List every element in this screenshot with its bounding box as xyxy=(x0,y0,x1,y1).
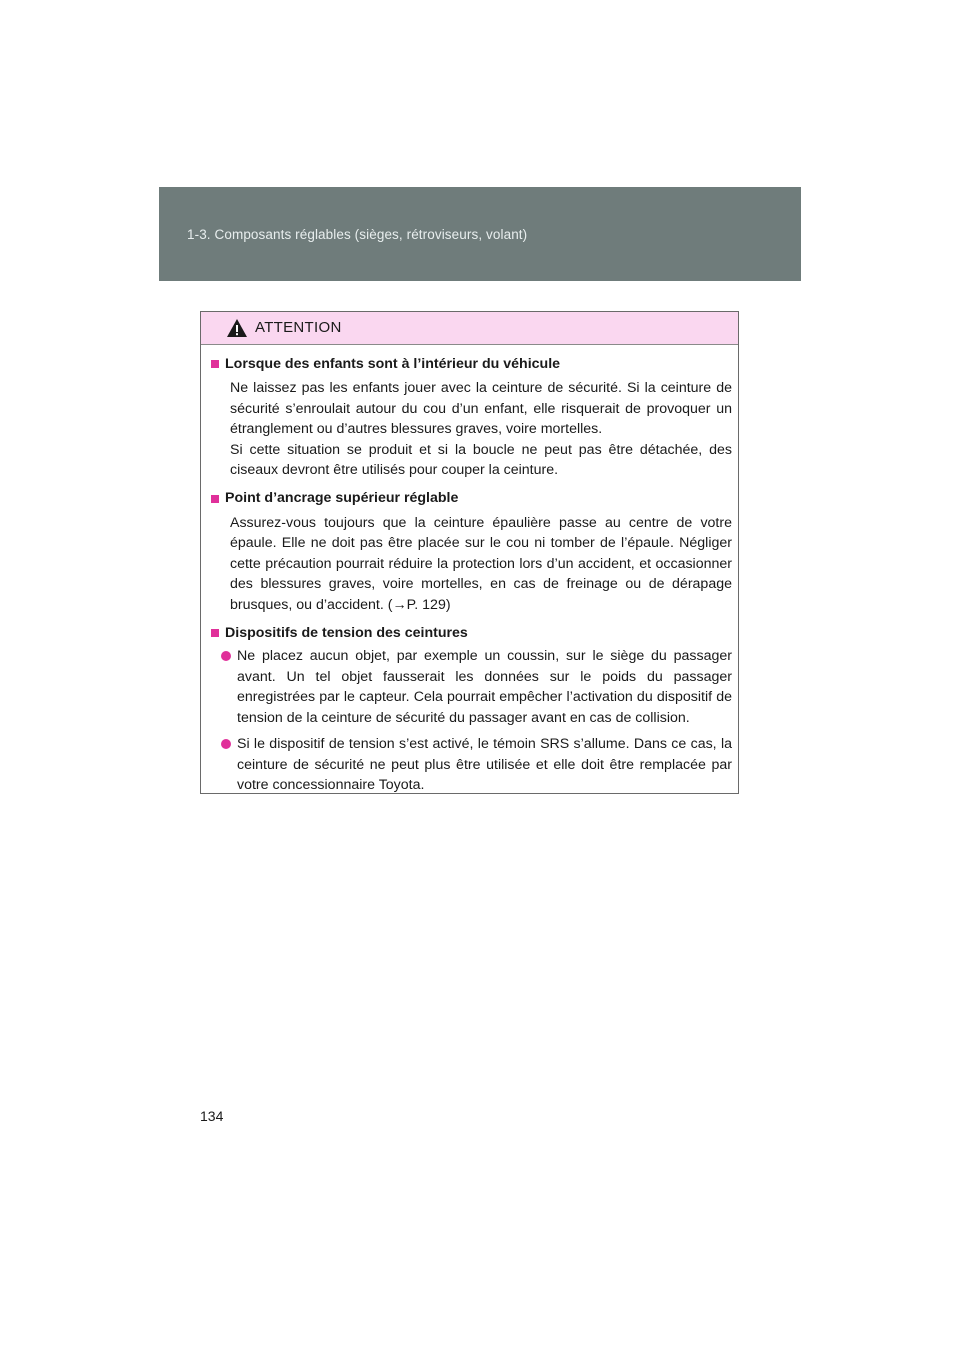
warning-triangle-icon xyxy=(226,318,248,338)
section-heading xyxy=(211,487,732,511)
warning-body xyxy=(201,345,738,796)
section-pretensioners xyxy=(211,621,732,796)
chapter-header-band xyxy=(159,187,801,281)
round-bullet-icon xyxy=(221,739,231,749)
list-item-text: Si le dispositif de tension s’est activé, le témoin SRS s’allume. Dans ce cas, la ceinture de sécurité ne peut plus être utilisée et elle doit être remplacée par votre concessionnaire Toyota. xyxy=(237,736,732,793)
warning-box xyxy=(200,311,739,794)
section-heading xyxy=(211,621,732,645)
round-bullet-icon xyxy=(221,651,231,661)
section-title: Dispositifs de tension des ceintures xyxy=(225,624,468,641)
warning-header xyxy=(201,312,738,345)
section-upper-anchor xyxy=(211,487,732,616)
paragraph-text: Si cette situation se produit et si la boucle ne peut pas être détachée, des ciseaux devront être utilisés pour couper la ceinture. xyxy=(230,441,732,478)
square-bullet-icon xyxy=(211,629,219,637)
chapter-section-title: 1-3. Composants réglables (sièges, rétroviseurs, volant) xyxy=(187,227,528,242)
paragraph-text: Assurez-vous toujours que la ceinture épaulière passe au centre de votre épaule. Elle ne doit pas être placée sur le cou ni tomber de l’épaule. Négliger cette précaution pourrait réduire la protection lors d’un accident, et occasionner des blessures graves, voire mortelles, en cas de freinage ou de dérapage brusques, ou d’accident. (→P. 129) xyxy=(230,514,732,613)
section-children-inside xyxy=(211,352,732,481)
square-bullet-icon xyxy=(211,495,219,503)
section-title: Point d’ancrage supérieur réglable xyxy=(225,490,459,507)
list-item-text: Ne placez aucun objet, par exemple un coussin, sur le siège du passager avant. Un tel objet fausserait les données sur le poids du passager enregistrées par le capteur. Cela pourrait empêcher l’activation du dispositif de tension de la ceinture de sécurité du passager avant en cas de collision. xyxy=(237,648,732,726)
list-item xyxy=(221,646,732,728)
paragraph xyxy=(230,378,732,481)
section-heading xyxy=(211,352,732,376)
square-bullet-icon xyxy=(211,360,219,368)
warning-label: ATTENTION xyxy=(255,319,342,336)
list-item xyxy=(221,734,732,796)
paragraph-text: Ne laissez pas les enfants jouer avec la ceinture de sécurité. Si la ceinture de sécurité s’enroulait autour du cou d’un enfant, elle risquerait de provoquer un étranglement ou d’autres blessures graves, voire mortelles. xyxy=(230,380,732,437)
paragraph xyxy=(230,513,732,616)
section-title: Lorsque des enfants sont à l’intérieur du véhicule xyxy=(225,355,561,372)
page-number: 134 xyxy=(200,1108,224,1124)
